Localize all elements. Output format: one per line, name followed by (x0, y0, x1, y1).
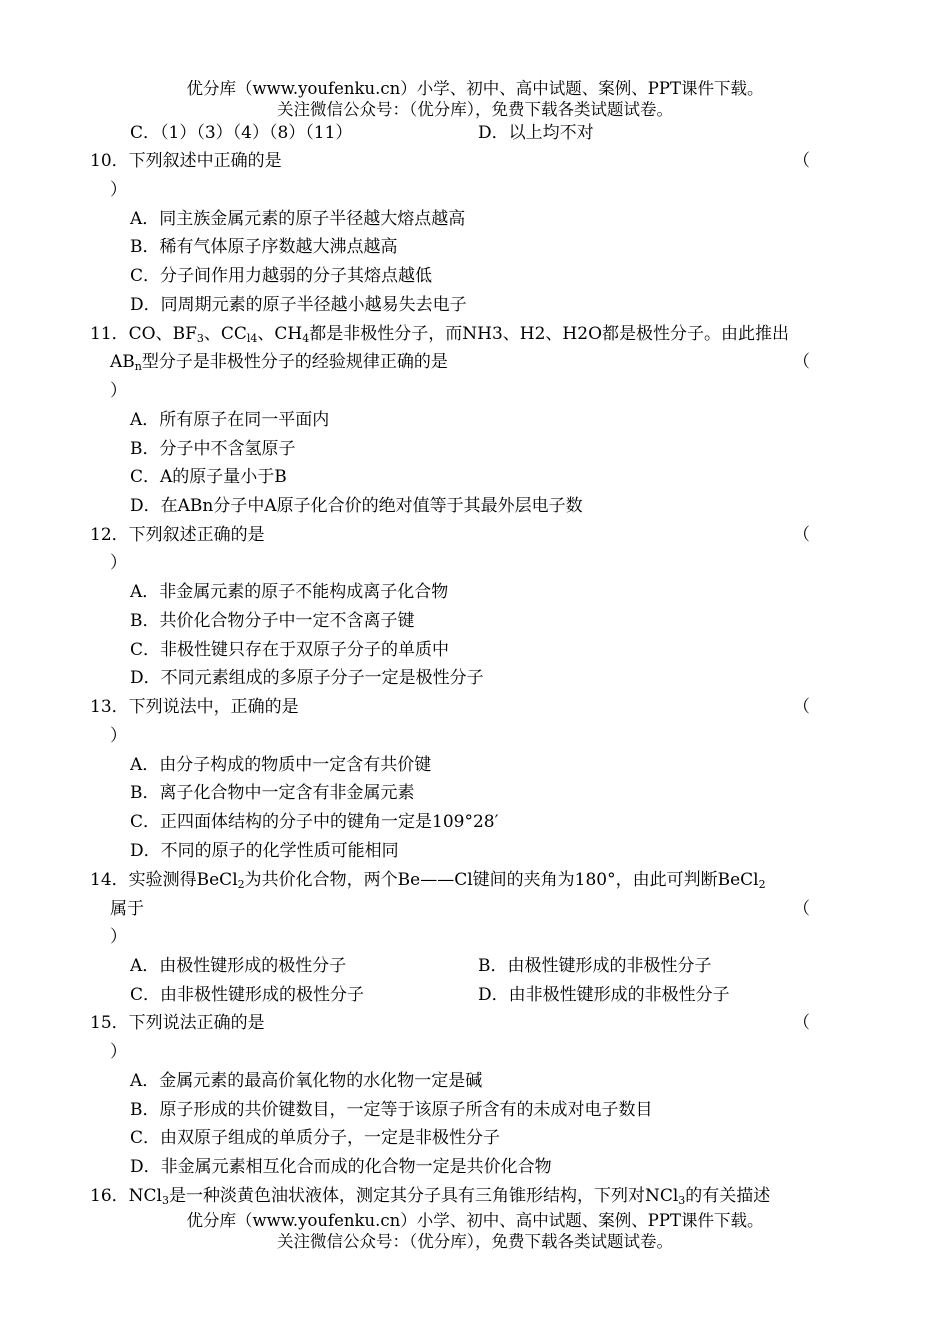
q11-text-2: 、CC (203, 324, 247, 344)
q13-option-a: A．由分子构成的物质中一定含有共价键 (130, 755, 432, 775)
q11-text-6: 型分子是非极性分子的经验规律正确的是 (141, 352, 448, 372)
q14-text-2: 为共价化合物，两个Be——Cl键间的夹角为180°，由此可判断BeCl (244, 870, 759, 890)
q14-text-1: 14．实验测得BeCl (90, 870, 238, 890)
q15-option-c: C．由双原子组成的单质分子，一定是非极性分子 (130, 1128, 501, 1148)
q16-stem-line-1 (90, 1183, 770, 1209)
q11-option-d: D．在ABn分子中A原子化合价的绝对值等于其最外层电子数 (130, 496, 583, 516)
q14-option-d: D．由非极性键形成的非极性分子 (478, 985, 730, 1005)
q16-text-2: 是一种淡黄色油状液体，测定其分子具有三角锥形结构，下列对NCl (168, 1186, 679, 1206)
q12-stem: 12．下列叙述正确的是 (90, 525, 265, 545)
q14-option-c: C．由非极性键形成的极性分子 (130, 985, 365, 1005)
q14-sub-2: 2 (758, 878, 766, 891)
q11-stem-line-2 (110, 349, 448, 375)
q14-stem-line-2: 属于 (110, 899, 144, 919)
q9-option-c: C．（1）（3）（4）（8）（11） (130, 123, 353, 143)
q16-text-1: 16．NCl (90, 1186, 162, 1206)
q12-option-d: D．不同元素组成的多原子分子一定是极性分子 (130, 668, 484, 688)
q16-text-3: 的有关描述 (685, 1186, 771, 1206)
q11-option-b: B．分子中不含氢原子 (130, 439, 296, 459)
q15-stem: 15．下列说法正确的是 (90, 1013, 265, 1033)
q11-option-c: C．A的原子量小于B (130, 467, 287, 487)
q16-sub-2: 3 (678, 1194, 686, 1207)
q11-sub-2: l4 (246, 332, 258, 345)
q10-answer-bracket-close: ） (110, 180, 127, 200)
q13-option-d: D．不同的原子的化学性质可能相同 (130, 841, 399, 861)
q14-option-a: A．由极性键形成的极性分子 (130, 956, 347, 976)
q12-option-c: C．非极性键只存在于双原子分子的单质中 (130, 640, 450, 660)
q14-answer-bracket-close: ） (110, 927, 127, 947)
q15-option-d: D．非金属元素相互化合而成的化合物一定是共价化合物 (130, 1157, 552, 1177)
q12-answer-bracket-close: ） (110, 553, 127, 573)
q13-stem: 13．下列说法中，正确的是 (90, 697, 299, 717)
q10-answer-bracket-open: （ (793, 151, 810, 171)
q10-option-d: D．同周期元素的原子半径越小越易失去电子 (130, 295, 467, 315)
q14-sub-1: 2 (237, 878, 245, 891)
q14-answer-bracket-open: （ (793, 899, 810, 919)
q10-stem: 10．下列叙述中正确的是 (90, 151, 282, 171)
q10-option-c: C．分子间作用力越弱的分子其熔点越低 (130, 266, 433, 286)
q11-text-4: 都是非极性分子，而NH3、H2、H2O都是极性分子。由此推出 (309, 324, 789, 344)
q11-answer-bracket-close: ） (110, 381, 127, 401)
q12-answer-bracket-open: （ (793, 525, 810, 545)
q13-option-b: B．离子化合物中一定含有非金属元素 (130, 783, 415, 803)
q10-option-b: B．稀有气体原子序数越大沸点越高 (130, 237, 398, 257)
q11-sub-3: 4 (302, 332, 310, 345)
q14-stem-line-1 (90, 867, 766, 893)
q12-option-b: B．共价化合物分子中一定不含离子键 (130, 611, 415, 631)
q11-text-1: 11．CO、BF (90, 324, 197, 344)
q16-sub-1: 3 (161, 1194, 169, 1207)
q11-sub-1: 3 (196, 332, 204, 345)
q11-option-a: A．所有原子在同一平面内 (130, 410, 330, 430)
header-line-1: 优分库（www.youfenku.cn）小学、初中、高中试题、案例、PPT课件下载。 (186, 79, 764, 98)
q11-text-5: AB (110, 352, 135, 372)
q11-sub-5: n (134, 360, 142, 373)
q11-stem-line-1 (90, 321, 789, 347)
q9-option-d: D．以上均不对 (478, 123, 594, 143)
q13-answer-bracket-open: （ (793, 697, 810, 717)
q15-answer-bracket-close: ） (110, 1042, 127, 1062)
q10-option-a: A．同主族金属元素的原子半径越大熔点越高 (130, 209, 466, 229)
q15-option-b: B．原子形成的共价键数目，一定等于该原子所含有的未成对电子数目 (130, 1100, 653, 1120)
header-line-2: 关注微信公众号：（优分库），免费下载各类试题试卷。 (277, 100, 673, 119)
q15-option-a: A．金属元素的最高价氧化物的水化物一定是碱 (130, 1071, 483, 1091)
q11-text-3: 、CH (257, 324, 303, 344)
footer-line-1: 优分库（www.youfenku.cn）小学、初中、高中试题、案例、PPT课件下载。 (186, 1211, 764, 1230)
q13-answer-bracket-close: ） (110, 726, 127, 746)
q11-answer-bracket-open: （ (793, 352, 810, 372)
q15-answer-bracket-open: （ (793, 1013, 810, 1033)
q14-option-b: B．由极性键形成的非极性分子 (478, 956, 712, 976)
q13-option-c: C．正四面体结构的分子中的键角一定是109°28′ (130, 812, 499, 832)
footer-line-2: 关注微信公众号：（优分库），免费下载各类试题试卷。 (277, 1232, 673, 1251)
q12-option-a: A．非金属元素的原子不能构成离子化合物 (130, 582, 449, 602)
